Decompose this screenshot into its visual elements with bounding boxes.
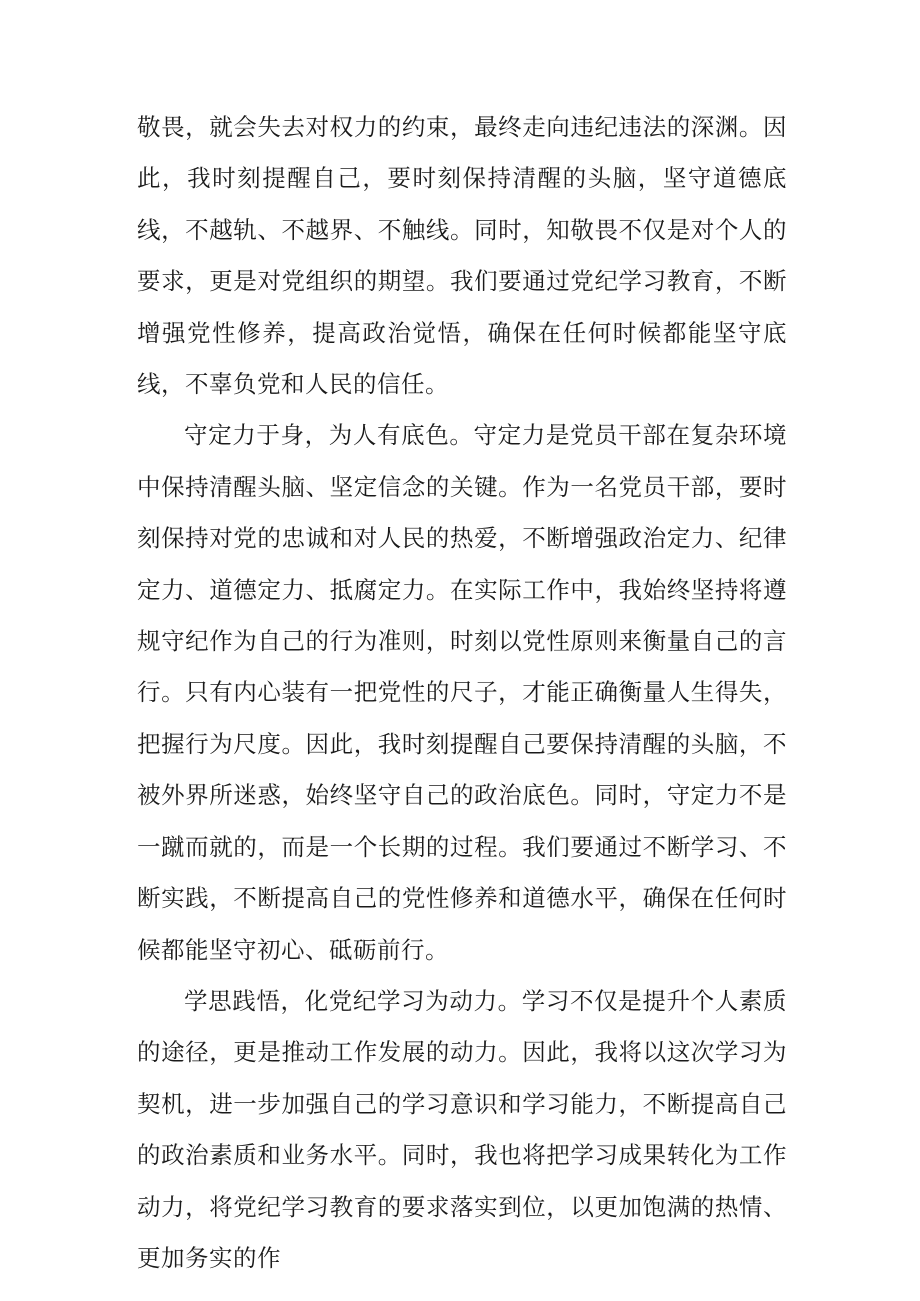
paragraph-steadfastness: 守定力于身，为人有底色。守定力是党员干部在复杂环境中保持清醒头脑、坚定信念的关键。作为一名党员干部，要时刻保持对党的忠诚和对人民的热爱，不断增强政治定力、纪律定力、道德定力、抵腐定力。在实际工作中，我始终坚持将遵规守纪作为自己的行为准则，时刻以党性原则来衡量自己的言行。只有内心装有一把党性的尺子，才能正确衡量人生得失，把握行为尺度。因此，我时刻提醒自己要保持清醒的头脑，不被外界所迷惑，始终坚守自己的政治底色。同时，守定力不是一蹴而就的，而是一个长期的过程。我们要通过不断学习、不断实践，不断提高自己的党性修养和道德水平，确保在任何时候都能坚守初心、砥砺前行。 xyxy=(137,421,787,964)
paragraph-continuation: 敬畏，就会失去对权力的约束，最终走向违纪违法的深渊。因此，我时刻提醒自己，要时刻保持清醒的头脑，坚守道德底线，不越轨、不越界、不触线。同时，知敬畏不仅是对个人的要求，更是对党组织的期望。我们要通过党纪学习教育，不断增强党性修养，提高政治觉悟，确保在任何时候都能坚守底线，不辜负党和人民的信任。 xyxy=(137,113,787,399)
document-page xyxy=(137,102,787,1284)
paragraph-learning: 学思践悟，化党纪学习为动力。学习不仅是提升个人素质的途径，更是推动工作发展的动力。因此，我将以这次学习为契机，进一步加强自己的学习意识和学习能力，不断提高自己的政治素质和业务水平。同时，我也将把学习成果转化为工作动力，将党纪学习教育的要求落实到位，以更加饱满的热情、更加务实的作 xyxy=(137,986,787,1272)
